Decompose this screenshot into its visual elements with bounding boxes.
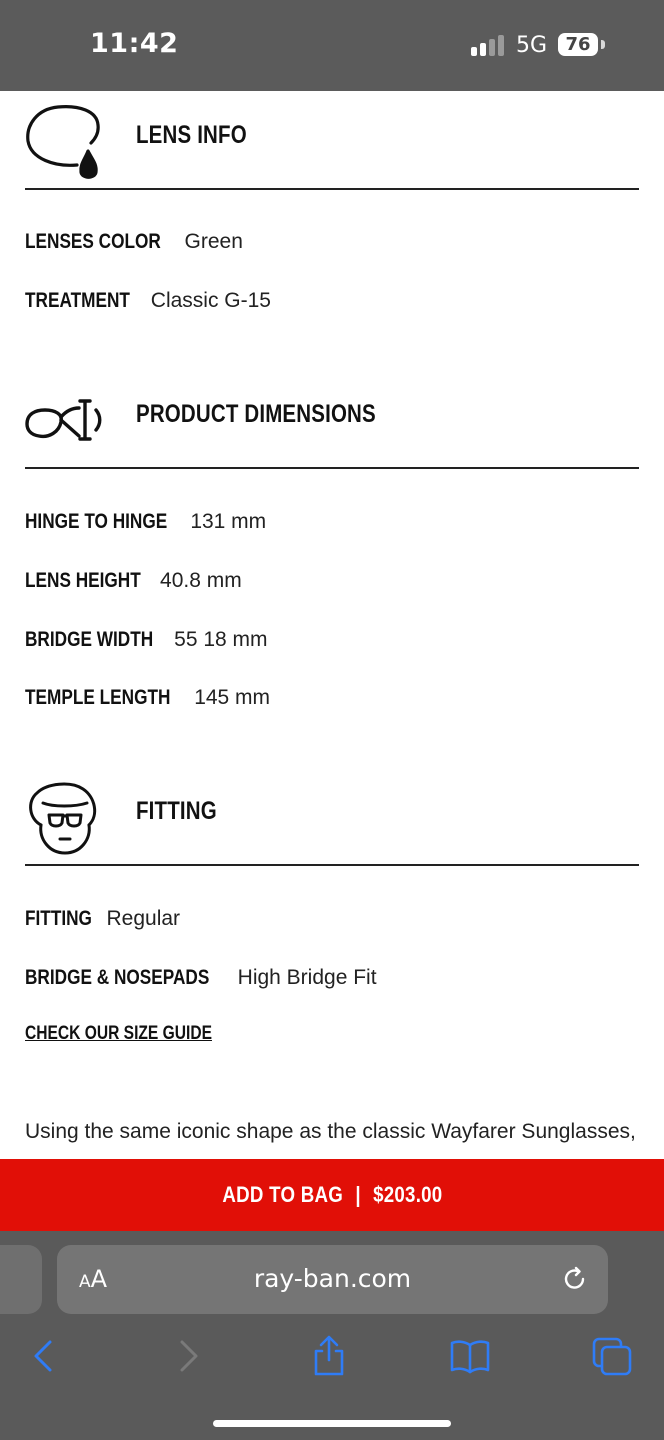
section-title: FITTING: [136, 797, 217, 825]
reload-icon[interactable]: [562, 1266, 588, 1292]
spec-label: TEMPLE LENGTH: [25, 686, 171, 709]
spec-label: HINGE TO HINGE: [25, 510, 168, 533]
network-type: 5G: [516, 33, 548, 58]
spec-label: BRIDGE WIDTH: [25, 628, 154, 651]
glasses-dimensions-icon: [25, 380, 105, 460]
product-dimensions-header: [25, 370, 639, 469]
section-title: PRODUCT DIMENSIONS: [136, 400, 376, 428]
spec-label: BRIDGE & NOSEPADS: [25, 966, 210, 989]
spec-label: FITTING: [25, 907, 92, 930]
price: $203.00: [372, 1182, 443, 1207]
status-time: 11:42: [90, 28, 179, 59]
spec-value: 40.8 mm: [160, 569, 242, 592]
spec-row: [25, 510, 266, 534]
url-text: ray-ban.com: [253, 1264, 412, 1293]
spec-value: High Bridge Fit: [237, 966, 377, 989]
share-icon[interactable]: [307, 1334, 351, 1378]
spec-row: [25, 907, 180, 931]
bookmarks-icon[interactable]: [448, 1334, 492, 1378]
lens-info-header: [25, 91, 639, 190]
previous-tab-card[interactable]: [0, 1245, 42, 1314]
spec-row: [25, 569, 242, 593]
lens-drop-icon: [25, 101, 105, 181]
spec-value: Regular: [106, 907, 181, 930]
product-details: [0, 91, 664, 1159]
product-description: Using the same iconic shape as the classic Wayfarer Sunglasses,: [25, 1120, 636, 1143]
reader-settings-button[interactable]: AA: [79, 1265, 108, 1293]
tabs-icon[interactable]: [590, 1334, 634, 1378]
spec-value: Classic G-15: [150, 289, 271, 312]
spec-row: [25, 686, 270, 710]
battery-tip: [601, 40, 605, 49]
spec-value: 55 18 mm: [174, 628, 268, 651]
home-indicator: [213, 1420, 451, 1427]
forward-icon[interactable]: [166, 1334, 210, 1378]
back-icon[interactable]: [22, 1334, 66, 1378]
spec-label: LENS HEIGHT: [25, 569, 141, 592]
face-glasses-icon: [25, 777, 105, 857]
spec-row: [25, 289, 271, 313]
address-bar[interactable]: [57, 1245, 608, 1314]
fitting-header: [25, 767, 639, 866]
section-title: LENS INFO: [136, 121, 247, 149]
spec-row: [25, 966, 377, 990]
spec-value: Green: [184, 230, 243, 253]
safari-toolbar: [0, 1231, 664, 1440]
spec-label: TREATMENT: [25, 289, 130, 312]
status-bar: [0, 0, 664, 91]
battery-icon: 76: [558, 33, 598, 56]
spec-label: LENSES COLOR: [25, 230, 161, 253]
cellular-signal-icon: [471, 35, 507, 56]
size-guide-link[interactable]: CHECK OUR SIZE GUIDE: [25, 1023, 212, 1044]
spec-value: 131 mm: [190, 510, 267, 533]
add-to-bag-label: ADD TO BAG | $203.00: [221, 1182, 443, 1207]
spec-row: [25, 230, 243, 254]
spec-row: [25, 628, 268, 652]
spec-value: 145 mm: [194, 686, 271, 709]
add-to-bag-button[interactable]: [0, 1159, 664, 1231]
